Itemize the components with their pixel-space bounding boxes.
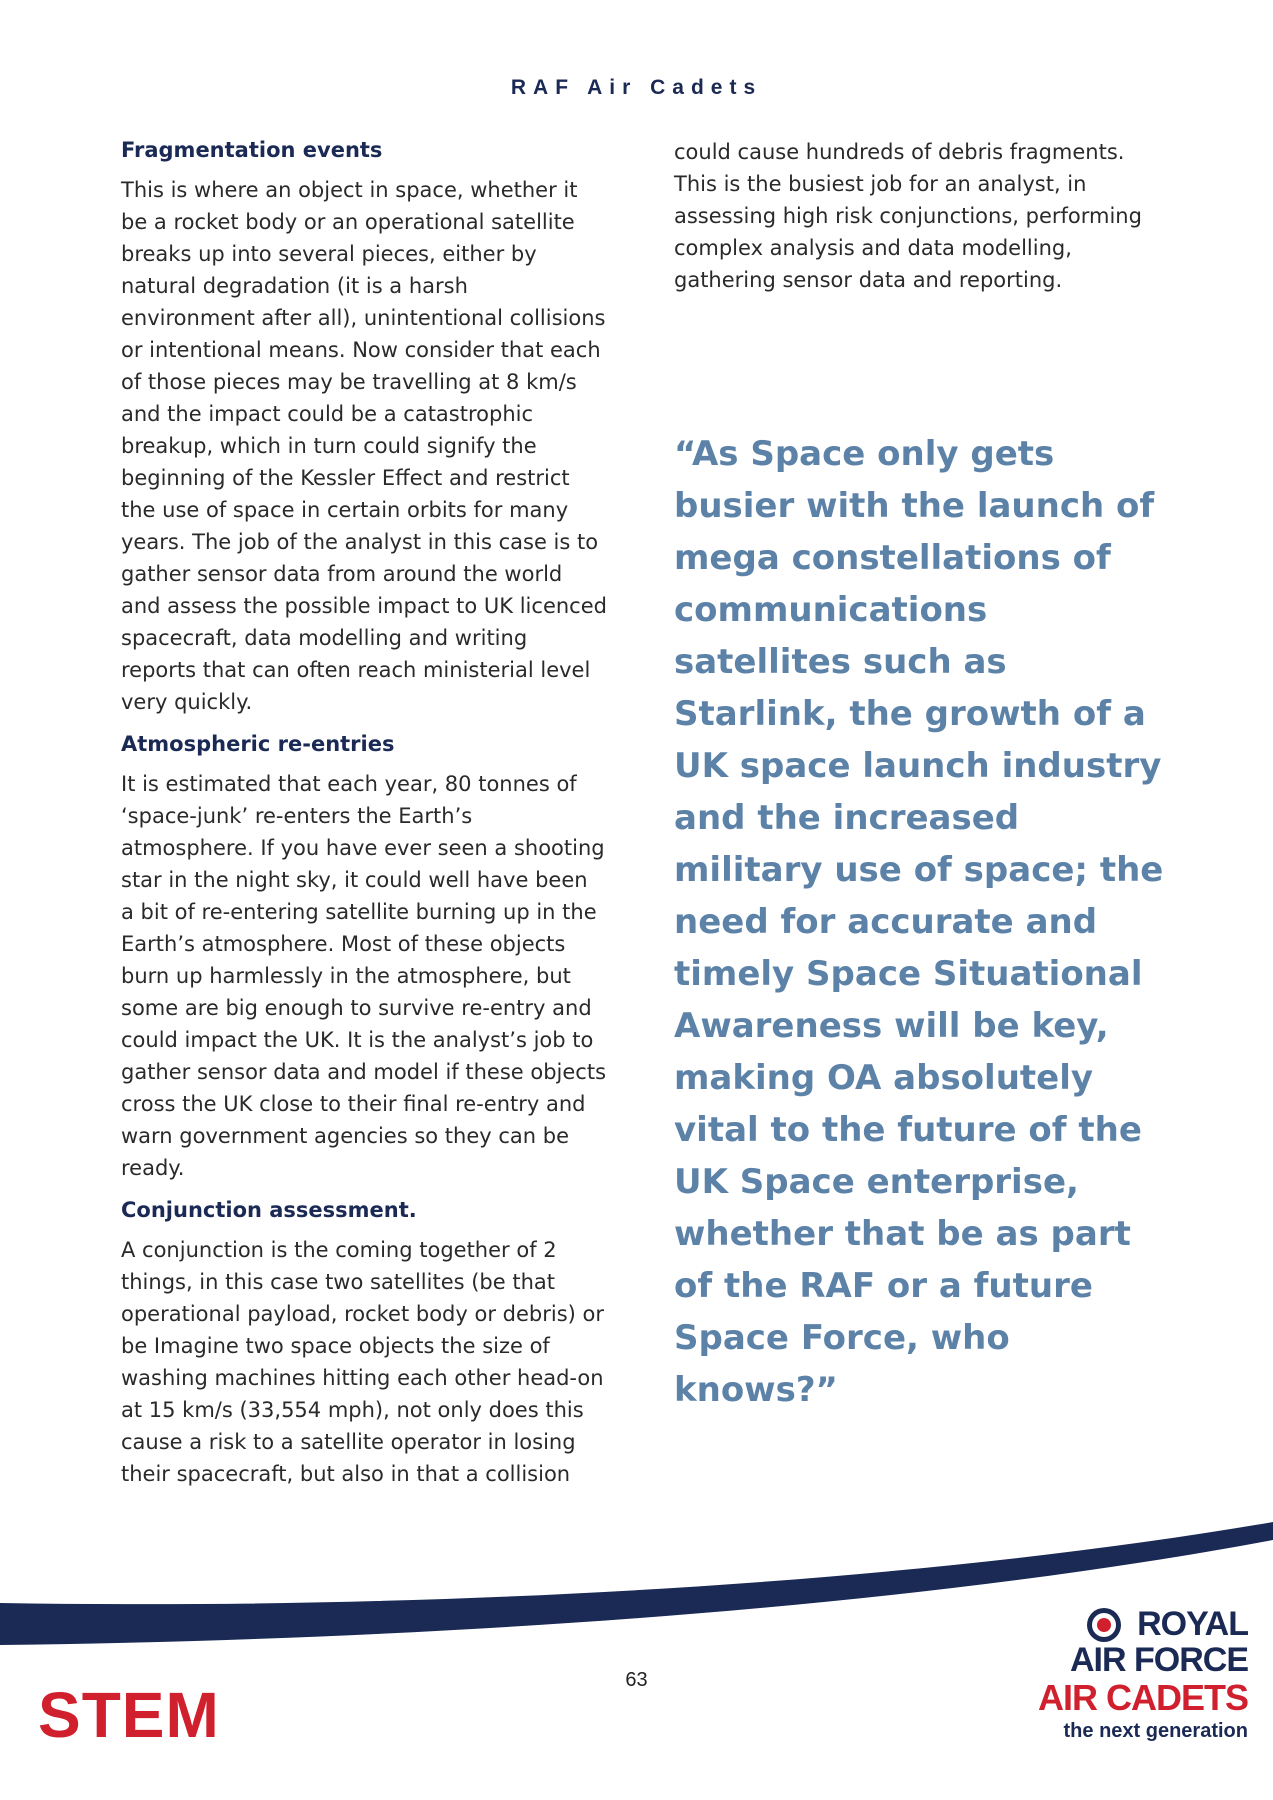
section-heading-conjunction: Conjunction assessment. (121, 1198, 417, 1222)
page-header: RAF Air Cadets (510, 76, 763, 99)
roundel-icon (1086, 1607, 1122, 1643)
logo-line-royal: ROYAL (1137, 1605, 1248, 1643)
logo-line-airforce: AIR FORCE (1070, 1641, 1248, 1679)
logo-tagline: the next generation (1063, 1720, 1248, 1742)
section-text-reentries: It is estimated that each year, 80 tonnes of ‘space-junk’ re-enters the Earth’s atmosphere. If you have ever seen a shooting star in the night sky, it could well have been a bit of re-entering satellite burning up in the Earth’s atmosphere. Most of these objects burn up harmlessly in the atmosphere, but some are big enough to survive re-entry and could impact the UK. It is the analyst’s job to gather sensor data and model if these objects cross the UK close to their final re-entry and warn government agencies so they can be ready. (121, 772, 607, 1180)
pull-quote: “As Space only gets busier with the launch of mega constellations of communications satellites such as Starlink, the growth of a UK space launch industry and the increased military use of space; the need for accurate and timely Space Situational Awareness will be key, making OA absolutely vital to the future of the UK Space enterprise, whether that be as part of the RAF or a future Space Force, who knows?” (674, 434, 1164, 1410)
left-column (121, 136, 607, 1502)
right-column (674, 136, 1174, 308)
section-text-conjunction: A conjunction is the coming together of 2 things, in this case two satellites (be that operational payload, rocket body or debris) or be Imagine two space objects the size of washing machines hitting each other head-on at 15 km/s (33,554 mph), not only does this cause a risk to a satellite operator in losing their spacecraft, but also in that a collision (121, 1238, 604, 1486)
page-number: 63 (625, 1669, 648, 1691)
continuation-text: could cause hundreds of debris fragments. This is the busiest job for an analyst, in assessing high risk conjunctions, performing complex analysis and data modelling, gathering sensor data and reporting. (674, 140, 1142, 292)
stem-logo: STEM (38, 1679, 220, 1751)
logo-line-cadets: AIR CADETS (1037, 1677, 1248, 1718)
section-text-fragmentation: This is where an object in space, whether it be a rocket body or an operational satellite breaks up into several pieces, either by natural degradation (it is a harsh environment after all), unintentional collisions or intentional means. Now consider that each of those pieces may be travelling at 8 km/s and the impact could be a catastrophic breakup, which in turn could signify the beginning of the Kessler Effect and restrict the use of space in certain orbits for many years. The job of the analyst in this case is to gather sensor data from around the world and assess the possible impact to UK licenced spacecraft, data modelling and writing reports that can often reach ministerial level very quickly. (121, 178, 607, 714)
section-heading-reentries: Atmospheric re-entries (121, 732, 395, 756)
section-heading-fragmentation: Fragmentation events (121, 138, 383, 162)
